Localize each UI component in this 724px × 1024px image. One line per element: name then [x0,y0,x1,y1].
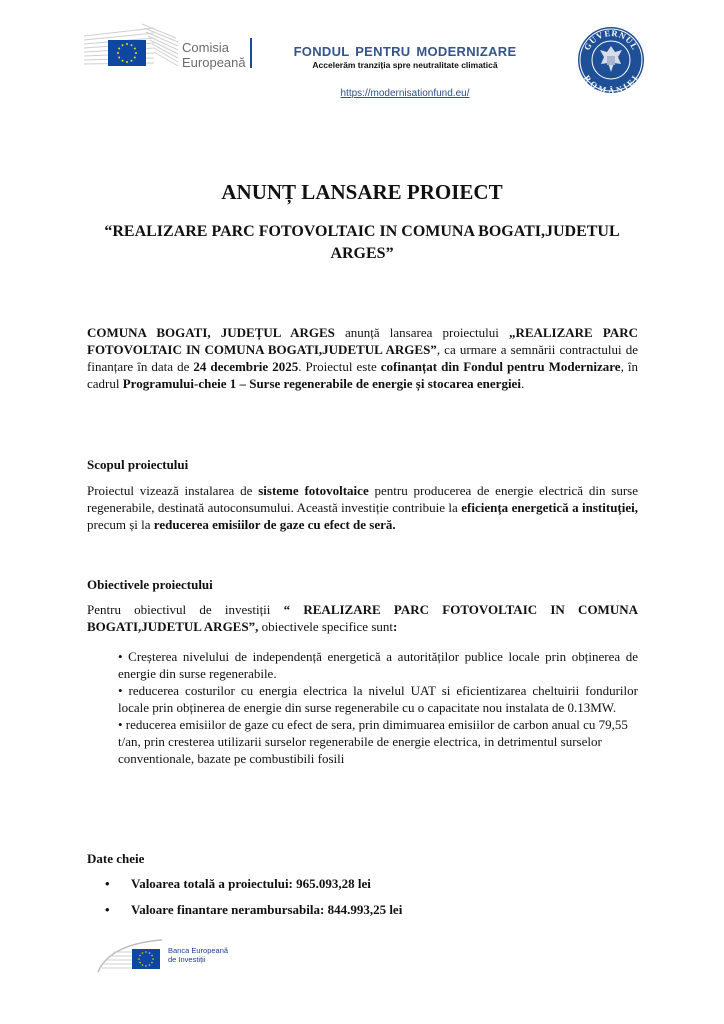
intro-contract-date: 24 decembrie 2025 [193,359,299,374]
intro-funding: cofinanțat din Fondul pentru Modernizare [380,359,621,374]
government-seal-icon [577,26,645,94]
fund-subtitle: Accelerăm tranziția spre neutralitate climatică [312,60,498,70]
total-value: Valoarea totală a proiectului: 965.093,28 lei [131,876,371,891]
intro-paragraph [87,324,638,392]
objectives-intro [87,601,638,635]
eib-label-line2: de Investiții [168,955,206,964]
ec-divider [250,38,252,68]
key-data-item [105,902,402,928]
svg-text:GUVERNUL: GUVERNUL [581,27,641,52]
eib-label-line1: Banca Europeană [168,946,229,955]
page-title: ANUNȚ LANSARE PROIECT [221,180,503,204]
key-data-list [105,876,402,928]
ec-label-line1: Comisia [182,40,229,55]
document-header [0,0,724,120]
key-data-heading: Date cheie [87,851,145,866]
objectives-list [118,648,638,767]
intro-beneficiary: COMUNA BOGATI, JUDEȚUL ARGES [87,325,335,340]
eib-label [168,946,228,964]
ec-label-line2: Europeană [182,55,246,70]
objective-item: • Creșterea nivelului de independență energetică a autorităților publice locale prin obținerea de energie din surse regenerabile. [118,649,638,681]
scope-paragraph [87,482,638,533]
intro-text: , în cadrul [87,359,638,391]
intro-text: . Proiectul este [298,359,381,374]
project-title: “REALIZARE PARC FOTOVOLTAIC IN COMUNA BOGATI,JUDETUL ARGES” [104,223,620,262]
svg-text:ROMÂNIEI: ROMÂNIEI [582,73,641,94]
scope-heading: Scopul proiectului [87,457,189,472]
key-data-item [105,876,402,902]
scope-text: precum și la [87,517,154,532]
scope-highlight: reducerea emisiilor de gaze cu efect de seră. [153,517,396,532]
intro-text: anunță lansarea proiectului [334,325,509,340]
objectives-text: Pentru obiectivul de investiții [87,602,284,617]
european-commission-label [182,40,246,70]
fund-title: FONDUL PENTRU MODERNIZARE [293,44,517,59]
modernisation-fund-block [270,44,540,101]
fund-url-link[interactable]: https://modernisationfund.eu/ [340,88,470,99]
objective-item: • reducerea costurilor cu energia electrica la nivelul UAT si eficientizarea cheltuirii fondurilor locale prin obținerea de energie din surse regenerabile cu o capacitate nou instalata de 0.13MW. [118,683,638,715]
scope-highlight: eficiența energetică a instituției, [461,500,638,515]
intro-text: . [520,376,525,391]
grant-value: Valoare finantare nerambursabila: 844.993,25 lei [131,902,403,917]
bullet: • [105,876,110,891]
intro-programme: Programului-cheie 1 – Surse regenerabile de energie și stocarea energiei [122,376,521,391]
scope-text: pentru producerea de energie electrică din surse regenerabile, destinată autoconsumului. Această investiție contribuie la [87,483,638,515]
objectives-project-name: “ REALIZARE PARC FOTOVOLTAIC IN COMUNA BOGATI,JUDETUL ARGES”, [87,602,638,634]
objective-item: • reducerea emisiilor de gaze cu efect de sera, prin dimimuarea emisiilor de carbon anual cu 79,55 t/an, prin cresterea utilizarii surselor regenerabile de energie electrica, in detrimentul surselor conventionale, bazate pe combustibili fosili [118,717,628,766]
bullet: • [105,902,110,917]
objectives-heading: Obiectivele proiectului [87,577,213,592]
objectives-text: obiectivele specifice sunt [258,619,393,634]
objectives-colon: : [392,619,398,634]
intro-project-name: „REALIZARE PARC FOTOVOLTAIC IN COMUNA BOGATI,JUDETUL ARGES” [87,325,638,357]
scope-highlight: sisteme fotovoltaice [258,483,369,498]
scope-text: Proiectul vizează instalarea de [87,483,259,498]
intro-text: , ca urmare a semnării contractului de finanțare în data de [87,342,638,374]
